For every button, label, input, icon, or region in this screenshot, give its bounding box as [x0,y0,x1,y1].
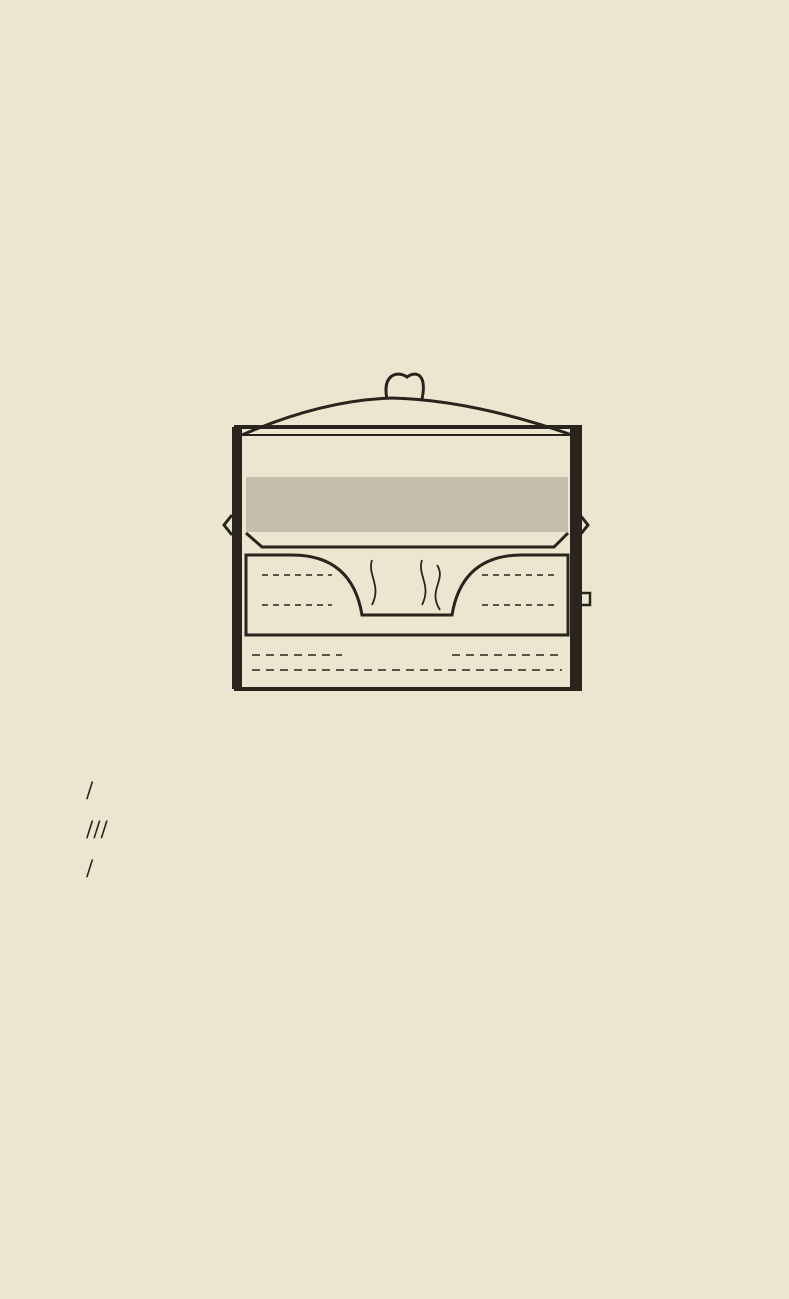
text-line: / [86,778,94,803]
figure-apparatus [222,365,594,695]
saft-apparatus-illustration [222,365,594,695]
pot-body [236,427,580,689]
sieve [246,533,568,547]
lid [242,398,572,435]
bottom-paragraphs [86,772,726,889]
steam [371,560,440,610]
text-line: /// [86,817,108,842]
lid-handle [386,374,423,399]
text-line: / [86,856,94,881]
fruit-mass [246,477,568,532]
juice-basin [246,555,568,635]
